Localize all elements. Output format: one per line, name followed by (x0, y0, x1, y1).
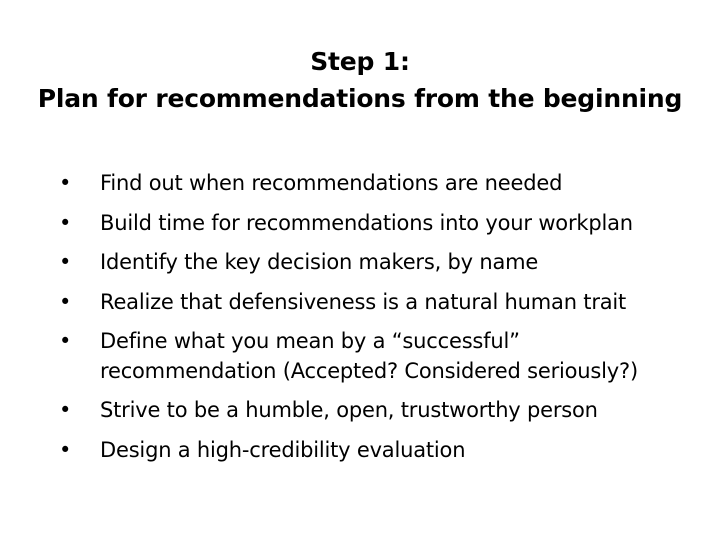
bullet-text: Realize that defensiveness is a natural human trait (100, 289, 627, 314)
bullet-text: Strive to be a humble, open, trustworthy person (100, 398, 598, 422)
bullet-text: Build time for recommendations into your workplan (100, 210, 633, 235)
bullet-item (58, 247, 708, 277)
bullet-text: Identify the key decision makers, by name (100, 250, 539, 274)
slide-title (0, 43, 720, 117)
bullet-item (58, 287, 708, 317)
title-line-1: Step 1: (310, 47, 410, 76)
bullet-item (58, 208, 708, 238)
bullet-dot-icon: • (59, 398, 72, 422)
bullet-text: Find out when recommendations are needed (100, 171, 563, 195)
bullet-text: Design a high-credibility evaluation (100, 437, 466, 462)
title-line-2: Plan for recommendations from the beginning (37, 84, 683, 113)
bullet-text-continued: recommendation (Accepted? Considered seriously?) (100, 359, 638, 383)
bullet-text: Define what you mean by a “successful” (100, 329, 520, 353)
bullet-item (58, 395, 708, 425)
bullet-list (58, 168, 708, 474)
bullet-item (58, 326, 708, 386)
bullet-dot-icon: • (59, 437, 72, 462)
bullet-item (58, 435, 708, 465)
bullet-dot-icon: • (59, 329, 72, 353)
bullet-dot-icon: • (59, 171, 72, 195)
bullet-dot-icon: • (59, 289, 72, 314)
bullet-dot-icon: • (59, 250, 72, 274)
bullet-item (58, 168, 708, 198)
bullet-dot-icon: • (59, 210, 72, 235)
